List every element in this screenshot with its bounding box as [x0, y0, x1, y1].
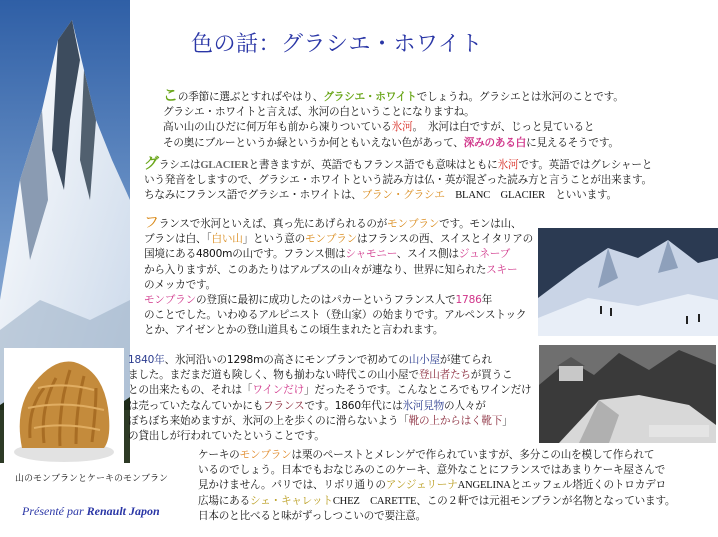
drop-cap: グ: [144, 154, 159, 172]
photo-caption: 山のモンブランとケーキのモンブラン: [15, 474, 169, 484]
glacier-paragraph: グラシエはGLACIERと書きますが、英語でもフランス語でも意味はともに氷河です。英語ではグレシャーと いう発音をしますので、グラシエ・ホワイトという読み方は仏・英が混ざった読み方と言うことが出来ます。 ちなみにフランス語でグラシエ・ホワイトは、ブラン・グラシエ BLANC GLACIER といいます。: [144, 154, 653, 202]
glacier-hut-photo: [539, 345, 716, 443]
intro-paragraph: この季節に選ぶとすればやはり、グラシエ・ホワイトでしょうね。グラシエとは氷河のことです。 グラシエ・ホワイトと言えば、氷河の白ということになりますね。 高い山の山ひだに何万年も前から凍りついている氷河。 氷河は白ですが、じっと見ていると その奥にブルーというか緑というか何ともいえない色があって、深みのある白に見えるそうです。: [163, 86, 624, 149]
drop-cap: フ: [144, 213, 159, 231]
cake-paragraph: ケーキのモンブランは栗のペーストとメレンゲで作られていますが、多分この山を模して作られて いるのでしょう。日本でもおなじみのこのケーキ、意外なことにフランスではあまりケーキ屋さんで 見かけません。パリでは、リボリ通りのアンジェリーナANGELINAとエッフェル塔近くのトロカデロ 広場にあるシェ・キャレットCHEZ CARETTE、この２軒では元祖モンブランが名物となっています。 日本のと比べると味がずっしつこいので要注意。: [198, 449, 676, 522]
mountain-hut-paragraph: 1840年、氷河沿いの1298mの高さにモンブランで初めての山小屋が建てられ ました。まだまだ道も険しく、物も揃わない時代この山小屋で登山者たちが買うこ との出来たもの、それは「ワインだけ」だったそうです。こんなところでもワインだけ は売っていたなんていかにもフランスです。1860年代には氷河見物の人々が ぼちぼち来始めますが、氷河の上を歩くのに滑らないよう「靴の上からはく靴下」 の貸出しが行われていたということです。: [128, 354, 532, 443]
credit-line: Présenté par Renault Japon: [22, 504, 160, 518]
cake-photo: [4, 348, 124, 464]
mont-blanc-paragraph: フランスで氷河といえば、真っ先にあげられるのがモンブランです。モンは山、 ブランは白、「白い山」という意のモンブランはフランスの西、スイスとイタリアの 国境にある4800mの山です。フランス側はシャモニー、スイス側はジュネーブ から入りますが、このあたりはアルプスの山々が連なり、世界に知られたスキー のメッカです。 モンブランの登頂に最初に成功したのはパカーというフランス人で1786年 のことでした。いわゆるアルピニスト（登山家）の始まりです。アルペンストック とか、アイゼンとかの登山道具もこの頃生まれたと言われます。: [144, 213, 534, 337]
climbers-snow-photo: [538, 228, 718, 336]
page-title: 色の話：グラシエ・ホワイト: [191, 32, 483, 57]
drop-cap: こ: [163, 86, 178, 104]
